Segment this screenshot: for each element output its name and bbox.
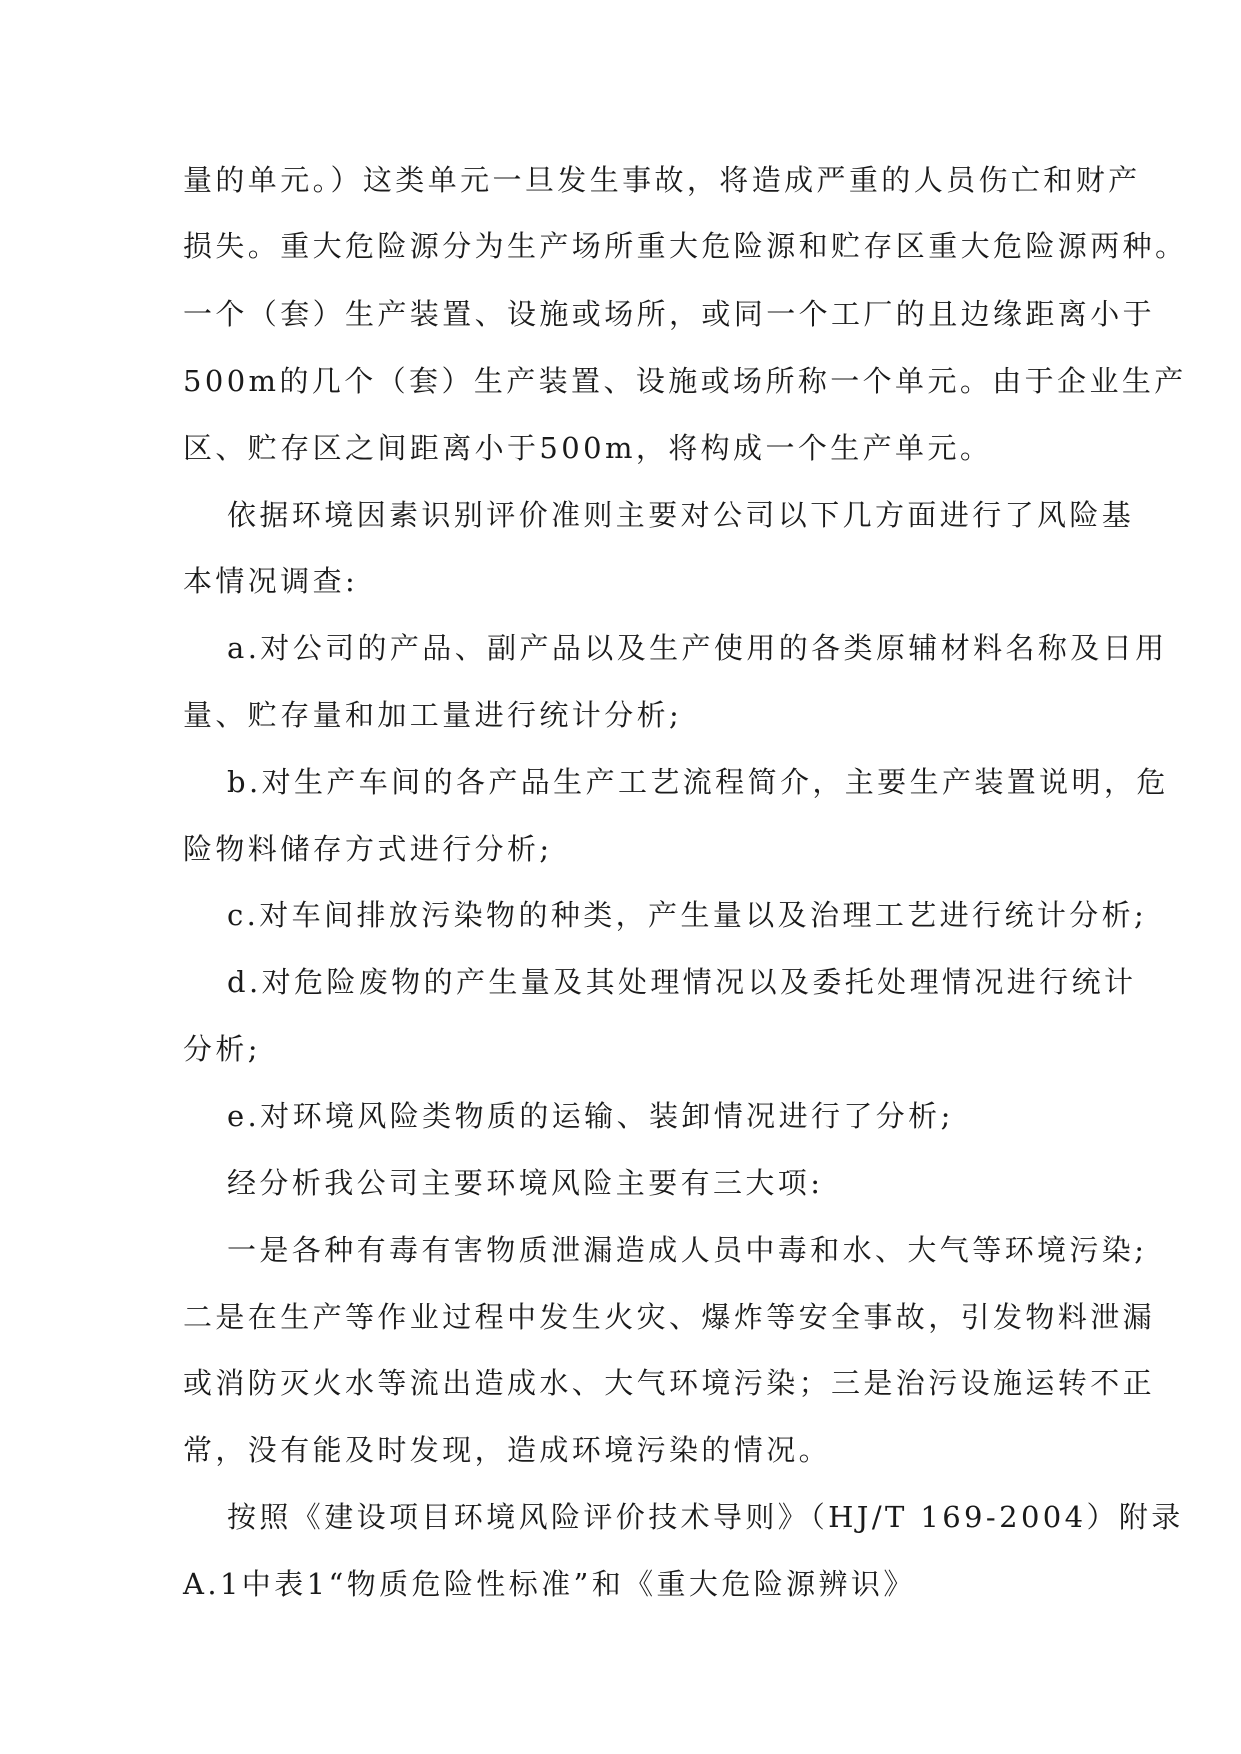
paragraph-first-line: 依据环境因素识别评价准则主要对公司以下几方面进行了风险基 [227,498,1135,532]
text-line: 本情况调查: [183,564,359,598]
list-item-b: b.对生产车间的各产品生产工艺流程简介，主要生产装置说明，危 [227,765,1169,799]
paragraph-first-line: 一是各种有毒有害物质泄漏造成人员中毒和水、大气等环境污染; [227,1233,1148,1267]
text-line: 一个（套）生产装置、设施或场所，或同一个工厂的且边缘距离小于 [183,297,1156,331]
text-line: 险物料储存方式进行分析; [183,832,553,866]
text-line: 区、贮存区之间距离小于500m，将构成一个生产单元。 [183,431,993,465]
text-line: 500m的几个（套）生产装置、设施或场所称一个单元。由于企业生产 [183,364,1187,398]
list-item-d: d.对危险废物的产生量及其处理情况以及委托处理情况进行统计 [227,965,1137,999]
paragraph-first-line: 经分析我公司主要环境风险主要有三大项: [227,1166,824,1200]
list-item-c: c.对车间排放污染物的种类，产生量以及治理工艺进行统计分析; [227,898,1148,932]
text-line: 量的单元。）这类单元一旦发生事故，将造成严重的人员伤亡和财产 [183,163,1141,197]
text-line: 二是在生产等作业过程中发生火灾、爆炸等安全事故，引发物料泄漏 [183,1300,1156,1334]
text-line: 常，没有能及时发现，造成环境污染的情况。 [183,1433,832,1467]
paragraph-first-line: 按照《建设项目环境风险评价技术导则》（HJ/T 169-2004）附录 [227,1500,1184,1534]
text-line: A.1中表1“物质危险性标准”和《重大危险源辨识》 [183,1567,916,1601]
text-line: 损失。重大危险源分为生产场所重大危险源和贮存区重大危险源两种。 [183,229,1188,263]
text-line: 量、贮存量和加工量进行统计分析; [183,698,683,732]
list-item-a: a.对公司的产品、副产品以及生产使用的各类原辅材料名称及日用 [227,631,1168,665]
text-line: 分析; [183,1032,261,1066]
list-item-e: e.对环境风险类物质的运输、装卸情况进行了分析; [227,1099,954,1133]
text-line: 或消防灭火水等流出造成水、大气环境污染；三是治污设施运转不正 [183,1366,1156,1400]
